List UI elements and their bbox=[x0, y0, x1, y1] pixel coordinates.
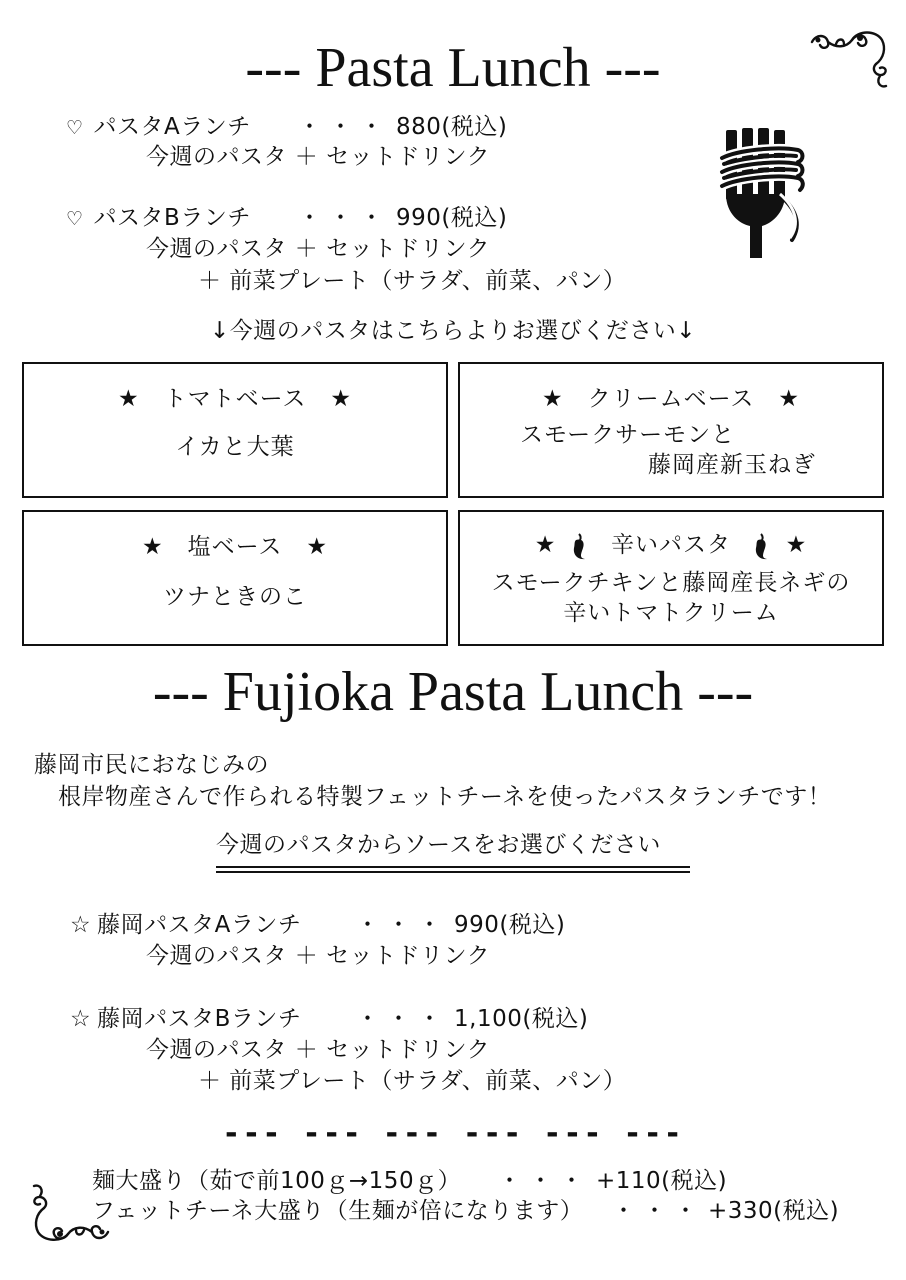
item-price: 990(税込) bbox=[454, 912, 566, 938]
item-separator: ・・・ bbox=[356, 1006, 449, 1032]
double-underline bbox=[216, 866, 690, 868]
item-detail: 今週のパスタ ＋ セットドリンク bbox=[146, 236, 491, 262]
item-detail: ＋ 前菜プレート（サラダ、前菜、パン） bbox=[198, 1068, 627, 1094]
item-name: パスタAランチ bbox=[93, 114, 251, 140]
sauce-choose-note: 今週のパスタからソースをお選びください bbox=[216, 832, 661, 858]
sauce-body bbox=[24, 432, 446, 462]
dashed-divider: --- --- --- --- --- --- bbox=[222, 1116, 684, 1151]
item-separator: ・・・ bbox=[298, 114, 391, 140]
menu-item-pasta-b bbox=[66, 207, 251, 230]
sauce-header: ★ クリームベース ★ bbox=[541, 386, 801, 412]
item-name: パスタBランチ bbox=[93, 205, 251, 231]
sauce-line: 辛いトマトクリーム bbox=[563, 600, 779, 626]
fork-pasta-icon bbox=[718, 128, 808, 262]
double-underline bbox=[216, 871, 690, 873]
sauce-line: スモークサーモンと bbox=[520, 422, 736, 448]
item-detail: 今週のパスタ ＋ セットドリンク bbox=[146, 1037, 491, 1063]
chili-pepper-icon bbox=[571, 532, 589, 560]
item-name: 藤岡パスタBランチ bbox=[97, 1006, 302, 1032]
sauce-line: スモークチキンと藤岡産長ネギの bbox=[491, 570, 851, 596]
sauce-line: 藤岡産新玉ねぎ bbox=[648, 452, 816, 478]
sauce-header-label: 辛いパスタ bbox=[611, 532, 731, 558]
menu-item-fujioka-b bbox=[70, 1008, 301, 1031]
option-separator: ・・・ bbox=[498, 1168, 591, 1194]
heart-icon: ♡ bbox=[66, 117, 84, 139]
star-icon: ★ bbox=[785, 532, 808, 558]
option-label: フェットチーネ大盛り（生麺が倍になります） bbox=[92, 1198, 584, 1224]
choose-note: ↓今週のパスタはこちらよりお選びください↓ bbox=[209, 318, 697, 344]
sauce-line: イカと大葉 bbox=[175, 434, 295, 460]
heart-icon: ♡ bbox=[66, 208, 84, 230]
sauce-header bbox=[460, 526, 882, 560]
chili-pepper-icon bbox=[753, 532, 771, 560]
star-icon: ★ bbox=[534, 532, 557, 558]
item-price: 880(税込) bbox=[396, 114, 508, 140]
sauce-body bbox=[24, 582, 446, 612]
sauce-line: ツナときのこ bbox=[163, 584, 307, 610]
star-outline-icon: ☆ bbox=[70, 912, 92, 938]
item-detail: ＋ 前菜プレート（サラダ、前菜、パン） bbox=[198, 268, 627, 294]
item-separator: ・・・ bbox=[356, 912, 449, 938]
sauce-box-spicy bbox=[458, 510, 884, 646]
item-name: 藤岡パスタAランチ bbox=[97, 912, 302, 938]
option-label: 麺大盛り（茹で前100ｇ→150ｇ） bbox=[92, 1168, 462, 1194]
intro-line: 藤岡市民におなじみの bbox=[34, 752, 269, 778]
item-price: 1,100(税込) bbox=[454, 1006, 589, 1032]
sauce-body bbox=[460, 420, 882, 480]
item-detail: 今週のパスタ ＋ セットドリンク bbox=[146, 144, 491, 170]
menu-item-fujioka-a bbox=[70, 914, 301, 937]
sauce-header: ★ トマトベース ★ bbox=[117, 386, 353, 412]
sauce-box-tomato bbox=[22, 362, 448, 498]
option-separator: ・・・ bbox=[612, 1198, 705, 1224]
sauce-body bbox=[460, 568, 882, 628]
section-title: --- Fujioka Pasta Lunch --- bbox=[152, 661, 754, 723]
item-price: 990(税込) bbox=[396, 205, 508, 231]
intro-line: 根岸物産さんで作られる特製フェットチーネを使ったパスタランチです！ bbox=[58, 784, 832, 810]
page-title: --- Pasta Lunch --- bbox=[245, 37, 661, 99]
sauce-header: ★ 塩ベース ★ bbox=[141, 534, 329, 560]
option-price: +110(税込) bbox=[596, 1168, 728, 1194]
sauce-box-salt bbox=[22, 510, 448, 646]
option-price: +330(税込) bbox=[708, 1198, 840, 1224]
menu-item-pasta-a bbox=[66, 116, 251, 139]
item-separator: ・・・ bbox=[298, 205, 391, 231]
sauce-box-cream bbox=[458, 362, 884, 498]
star-outline-icon: ☆ bbox=[70, 1006, 92, 1032]
item-detail: 今週のパスタ ＋ セットドリンク bbox=[146, 943, 491, 969]
